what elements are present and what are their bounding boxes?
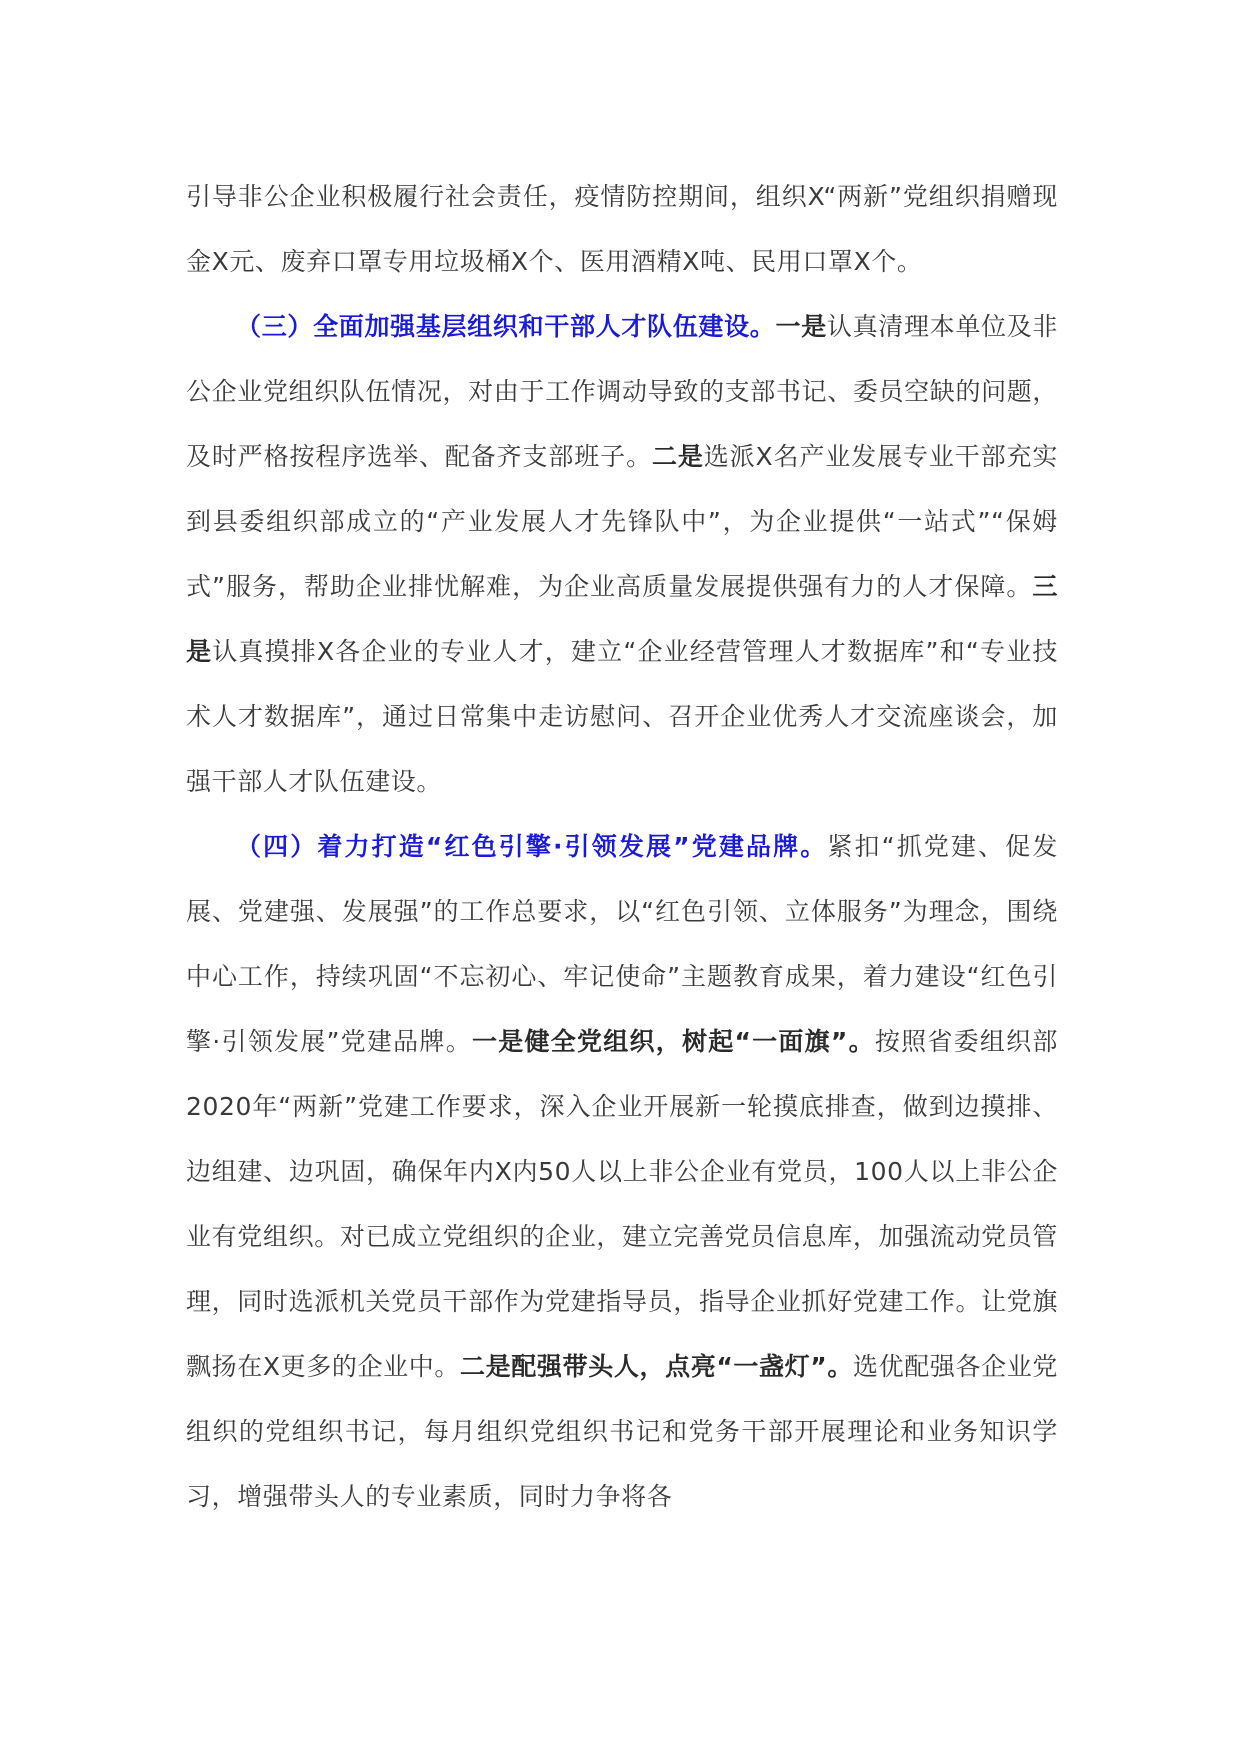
point-text-two: 选派X名产业发展专业干部充实到县委组织部成立的“产业发展人才先锋队中”，为企业提供“一站式”“保姆式”服务，帮助企业排忧解难，为企业高质量发展提供强有力的人才保障。	[186, 442, 1059, 601]
subpoint-text-one: 按照省委组织部2020年“两新”党建工作要求，深入企业开展新一轮摸底排查，做到边摸排、边组建、边巩固，确保年内X内50人以上非公企业有党员，100人以上非公企业有党组织。对已成立党组织的企业，建立完善党员信息库，加强流动党员管理，同时选派机关党员干部作为党建指导员，指导企业抓好党建工作。让党旗飘扬在X更多的企业中。	[186, 1027, 1058, 1381]
point-text-one: 认真清理本单位及非公企业党组织队伍情况，对由于工作调动导致的支部书记、委员空缺的问题，及时严格按程序选举、配备齐支部班子。	[186, 312, 1059, 471]
point-label-one: 一是	[775, 312, 827, 341]
section-heading-four: （四）着力打造“红色引擎·引领发展”党建品牌。	[236, 832, 828, 861]
section-four-intro: 紧扣“抓党建、促发展、党建强、发展强”的工作总要求，以“红色引领、立体服务”为理念，围绕中心工作，持续巩固“不忘初心、牢记使命”主题教育成果，着力建设“红色引擎·引领发展”党建品牌。	[186, 832, 1058, 1056]
subpoint-heading-one: 一是健全党组织，树起“一面旗”。	[471, 1027, 875, 1056]
subpoint-heading-two: 二是配强带头人，点亮“一盏灯”。	[460, 1352, 853, 1381]
subpoint-text-two: 选优配强各企业党组织的党组织书记，每月组织党组织书记和党务干部开展理论和业务知识学习，增强带头人的专业素质，同时力争将各	[186, 1352, 1058, 1511]
point-label-three: 三是	[186, 572, 1058, 666]
paragraph-continuation: 引导非公企业积极履行社会责任，疫情防控期间，组织X“两新”党组织捐赠现金X元、废弃口罩专用垃圾桶X个、医用酒精X吨、民用口罩X个。	[186, 182, 1058, 276]
document-body	[186, 164, 1058, 1529]
section-heading-three: （三）全面加强基层组织和干部人才队伍建设。	[236, 312, 776, 341]
paragraph-section-three	[186, 294, 1058, 814]
paragraph-section-four	[186, 814, 1058, 1529]
point-text-three: 认真摸排X各企业的专业人才，建立“企业经营管理人才数据库”和“专业技术人才数据库”，通过日常集中走访慰问、召开企业优秀人才交流座谈会，加强干部人才队伍建设。	[186, 637, 1058, 796]
point-label-two: 二是	[651, 442, 704, 471]
